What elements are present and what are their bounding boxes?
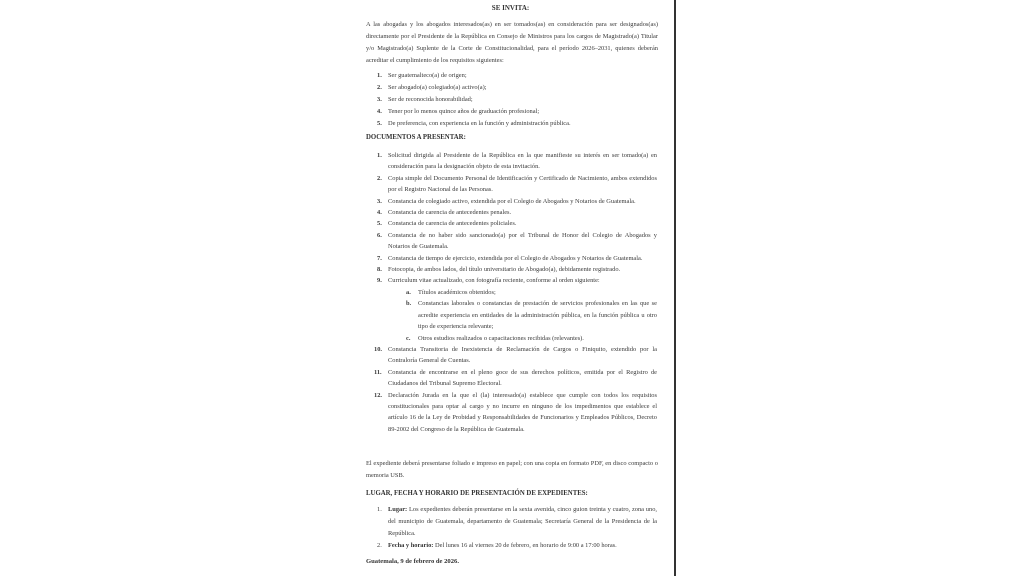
page-title: SE INVITA: (491, 4, 530, 12)
list-item: 1. Ser guatemalteco(a) de origen; (377, 72, 467, 79)
list-item: 10. Constancia Transitoria de Inexistencia de Reclamación de Cargos o Finiquito, extendido por la Contraloría General de Cuentas. (374, 345, 657, 365)
list-item: 12. Declaración Jurada en la que el (la) interesado(a) establece que cumple con todos los requisitos constitucionales para optar al cargo y no incurre en ninguno de los impedimentos que establece el artículo 16 de la Ley de Probidad y Responsabilidades de Funcionarios y Empleados Públicos, Decreto 89-2002 del Congreso de la República de Guatemala. (374, 391, 657, 433)
documents-list (374, 150, 657, 435)
place-heading: LUGAR, FECHA Y HORARIO DE PRESENTACIÓN DE EXPEDIENTES: (366, 490, 588, 497)
list-item: a. Títulos académicos obtenidos; (406, 288, 496, 296)
date-line: Guatemala, 9 de febrero de 2026. (366, 558, 459, 565)
list-item: 11. Constancia de encontrarse en el pleno goce de sus derechos políticos, emitida por el Registro de Ciudadanos del Tribunal Supremo Electoral. (374, 368, 657, 388)
list-item: 1. Solicitud dirigida al Presidente de la República en la que manifieste su interés en ser tomado(a) en consideración para la designación objeto de esta invitación. (377, 152, 657, 171)
place-list (377, 504, 657, 552)
closing-paragraph: El expediente deberá presentarse foliado e impreso en papel; con una copia en formato PDF, en disco compacto o memoria USB. (366, 460, 658, 479)
intro-paragraph: A las abogadas y los abogados interesados(as) en ser tomados(as) en consideración para ser designados(as) directamente por el Presidente de la República en Consejo de Ministros para los cargos de Magistrado(a) Titular y/o Magistrado(a) Suplente de la Corte de Constitucionalidad, para el período 2026–2031, quienes deberán acreditar el cumplimiento de los requisitos siguientes: (366, 21, 658, 64)
list-item: 8. Fotocopia, de ambos lados, del título universitario de Abogado(a), debidamente registrado. (377, 266, 621, 274)
requirements-list (377, 70, 657, 130)
list-item: c. Otros estudios realizados o capacitaciones recibidas (relevantes). (406, 334, 584, 342)
list-item: 1. Lugar: Los expedientes deberán presentarse en la sexta avenida, cinco guion treinta y cuatro, zona uno, del municipio de Guatemala, departamento de Guatemala; Secretaría General de la Presidencia de la República. (377, 506, 657, 537)
list-item: 5. De preferencia, con experiencia en la función y administración pública. (377, 120, 571, 127)
list-item: 3. Constancia de colegiado activo, extendida por el Colegio de Abogados y Notarios de Guatemala. (377, 197, 636, 205)
list-item: 4. Tener por lo menos quince años de graduación profesional; (377, 108, 540, 115)
list-item: 2. Ser abogado(a) colegiado(a) activo(a); (377, 84, 487, 91)
page-border-line (674, 0, 676, 576)
list-item: 5. Constancia de carencia de antecedentes policiales. (377, 220, 517, 228)
documents-heading: DOCUMENTOS A PRESENTAR: (366, 134, 466, 141)
list-item: 4. Constancia de carencia de antecedentes penales. (377, 209, 512, 217)
list-item: b. Constancias laborales o constancias de prestación de servicios profesionales en las que se acredite experiencia en entidades de la administración pública, en la función pública u otro tipo de experiencia relevante; (406, 300, 657, 331)
list-item: 3. Ser de reconocida honorabilidad; (377, 96, 473, 103)
list-item: 9. Curriculum vitae actualizado, con fotografía reciente, conforme al orden siguiente: a. Títulos académicos obtenidos; b. Constancias laborales o constancias de prestación de servicios profesionales en las que se acredite experiencia en entidades de la administración pública, en la función pública u otro tipo de experiencia relevante; c. Otros estudios realizados o capacitaciones recibidas (relevantes). (377, 275, 657, 343)
document-page (363, 0, 658, 576)
list-item: 2. Copia simple del Documento Personal de Identificación y Certificado de Nacimiento, ambos extendidos por el Registro Nacional de las Personas. (377, 174, 657, 194)
cv-sublist (388, 287, 657, 344)
list-item: 7. Constancia de tiempo de ejercicio, extendida por el Colegio de Abogados y Notarios de Guatemala. (377, 254, 643, 262)
list-item: 2. Fecha y horario: Del lunes 16 al viernes 20 de febrero, en horario de 9:00 a 17:00 horas. (377, 542, 617, 549)
list-item: 6. Constancia de no haber sido sancionado(a) por el Tribunal de Honor del Colegio de Abogados y Notarios de Guatemala. (377, 231, 657, 251)
